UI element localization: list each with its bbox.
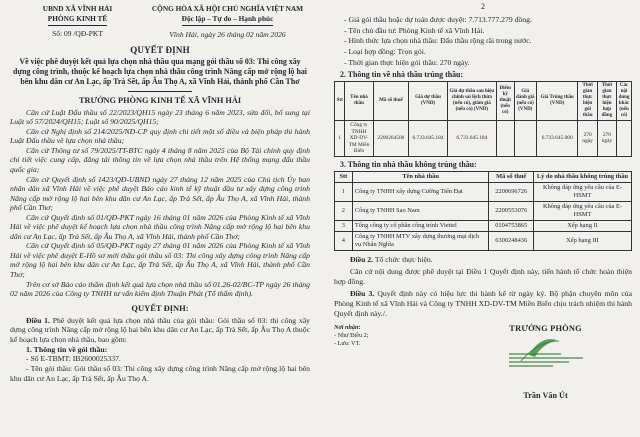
place-date-line: Vĩnh Hải, ngày 26 tháng 02 năm 2026 — [169, 29, 286, 39]
column-header: Stt — [335, 82, 345, 121]
recital-paragraph: Căn cứ Quyết định số 05/QĐ-PKT ngày 27 tháng 01 năm 2026 của Phòng Kinh tế xã Vĩnh Hải về việc phê duyệt E-Hồ sơ mời thầu gói thầu số 03: Thi công xây dựng công trình Nâng cấp mở rộng lộ hai bên khu dân cư An Lạc, ấp Trà Sết, ấp Âu Thọ A, xã Vĩnh Hải, thành phố Cần Thơ; — [10, 241, 310, 280]
table-cell — [514, 121, 536, 156]
page-number: 2 — [481, 2, 485, 11]
title-divider — [128, 91, 192, 92]
column-header: Mã số thuế — [373, 82, 409, 121]
winner-table — [334, 81, 632, 156]
table-cell: 270 ngày — [597, 121, 616, 156]
table-row — [335, 231, 632, 250]
section-2-heading: 2. Thông tin về nhà thầu trúng thầu: — [340, 70, 464, 80]
table-cell: 270 ngày — [578, 121, 597, 156]
column-header: Mã số thuế — [489, 171, 534, 182]
article-3-label: Điều 3. — [350, 288, 375, 298]
column-header: Giá Trúng thầu (VND) — [536, 82, 578, 121]
digital-signature-swoosh-icon — [491, 339, 601, 373]
recital-paragraph: Căn cứ Nghị định số 214/2025/NĐ-CP quy định chi tiết một số điều và biện pháp thi hành Luật Đấu thầu về lựa chọn nhà thầu; — [10, 126, 310, 146]
table-cell-bidder-name: Tổng công ty cổ phần công trình Viettel — [352, 220, 489, 231]
national-title: CỘNG HÒA XÃ HỘI CHỦ NGHĨA VIỆT NAM — [151, 4, 304, 13]
column-header: Tên nhà thầu — [345, 82, 373, 121]
bullet-investor: - Tên chủ đầu tư: Phòng Kinh tế xã Vĩnh Hải. — [344, 25, 485, 35]
table-cell: Không đáp ứng yêu cầu của E-HSMT — [533, 201, 631, 220]
article-2-body: Căn cứ nội dung được phê duyệt tại Điều 1 Quyết định này, tiến hành tổ chức hoàn thiện hợp đồng. — [334, 266, 632, 286]
table-cell-bidder-name: Công ty TNHH MTV xây dựng thương mại dịch vụ Nhân Nghĩa — [352, 231, 489, 250]
table-cell: 2200553076 — [489, 201, 534, 220]
article-3-text: Quyết định này có hiệu lực thi hành kể từ ngày ký. Bộ phận chuyên môn của Phòng Kinh tế xã Vĩnh Hải và Công ty TNHH XD-DV-TM Miền Biển chịu trách nhiệm thi hành Quyết định này./. — [334, 288, 632, 318]
table-row — [335, 182, 632, 201]
table-row — [335, 220, 632, 231]
column-header: Thời gian thực hiện gói thầu — [578, 82, 597, 121]
column-header: Thời gian thực hiện hợp đồng — [597, 82, 616, 121]
recipients-label: Nơi nhận: — [334, 323, 361, 331]
winner-table-row — [335, 121, 632, 156]
table-cell: Xếp hạng III — [533, 231, 631, 250]
article-2-paragraph — [334, 255, 632, 265]
bullet-selection-method: - Hình thức lựa chọn nhà thầu: Đấu thầu rộng rãi trong nước. — [344, 36, 532, 46]
winner-table-header-row — [335, 82, 632, 121]
recital-paragraph: Căn cứ Luật Đấu thầu số 22/2023/QH15 ngày 23 tháng 6 năm 2023, sửa đổi, bổ sung tại Luật số 57/2024/QH15; Luật số 90/2025/QH15; — [10, 107, 310, 127]
table-row — [335, 201, 632, 220]
table-cell: 4 — [335, 231, 353, 250]
non-winner-table — [334, 171, 632, 251]
signature-block — [459, 324, 632, 400]
issuer-department: PHÒNG KINH TẾ — [10, 14, 145, 26]
section-3-heading: 3. Thông tin nhà thầu không trúng thầu: — [340, 159, 477, 169]
digital-signature-stamp — [491, 339, 601, 373]
table-cell: 2 — [335, 201, 353, 220]
document-subtitle: Về việc phê duyệt kết quả lựa chọn nhà thầu qua mạng gói thầu số 03: Thi công xây dựng công trình, thuộc kế hoạch lựa chọn nhà thầu công trình Nâng cấp mở rộng lộ hai bên khu dân cư An Lạc, ấp Trà Sết, ấp Âu Thọ A, xã Vĩnh Hải, thành phố Cần Thơ — [12, 56, 307, 87]
bullet-package-name: - Tên gói thầu: Gói thầu số 03: Thi công xây dựng công trình Nâng cấp mở rộng lộ hai bên khu dân cư An Lạc, ấp Trà Sết, ấp Âu Thọ A. — [10, 364, 310, 384]
table-cell: 6.733.645.000 — [536, 121, 578, 156]
document-footer — [334, 324, 632, 400]
table-cell: 1 — [335, 182, 353, 201]
recipient-item: - Lưu: VT. — [334, 340, 361, 348]
recital-paragraph: Căn cứ Thông tư số 79/2025/TT-BTC ngày 4 tháng 8 năm 2025 của Bộ Tài chính quy định chi tiết việc cung cấp, đăng tải thông tin về lựa chọn nhà thầu trên Hệ thống mạng đấu thầu quốc gia; — [10, 145, 310, 175]
column-header: Tên nhà thầu — [352, 171, 489, 182]
table-cell — [496, 121, 514, 156]
column-header: Lý do nhà thầu không trúng thầu — [533, 171, 631, 182]
recital-paragraph: Căn cứ Quyết định số 1423/QĐ-UBND ngày 27 tháng 12 năm 2025 của Chủ tịch Ủy ban nhân dân xã Vĩnh Hải về việc phê duyệt Báo cáo kinh tế kỹ thuật đầu tư xây dựng công trình Nâng cấp mở rộng lộ hai bên khu dân cư An Lạc, ấp Trà Sết, ấp Âu Thọ A, xã Vĩnh Hải, thành phố Cần Thơ; — [10, 174, 310, 213]
recipients-block — [334, 324, 459, 400]
table-cell: 1 — [335, 121, 345, 156]
table-cell: 2200696726 — [489, 182, 534, 201]
authority-heading: TRƯỞNG PHÒNG KINH TẾ XÃ VĨNH HẢI — [78, 95, 242, 105]
bullet-contract-type: - Loại hợp đồng: Trọn gói. — [344, 46, 426, 56]
column-header: Các nội dung khác (nếu có) — [617, 82, 632, 121]
issuer-block — [10, 4, 145, 40]
table-cell-bidder-name: Công ty TNHH xây dựng Cường Tiến Đạt — [352, 182, 489, 201]
table-cell-bidder-name: Công ty TNHH Sao Nam — [352, 201, 489, 220]
table-cell: 0104753865 — [489, 220, 534, 231]
section-1-heading: 1. Thông tin về gói thầu: — [26, 345, 108, 355]
table-cell: 2200264500 — [373, 121, 409, 156]
column-header: Giá đánh giá (nếu có) (VND) — [514, 82, 536, 121]
signer-title: TRƯỞNG PHÒNG — [509, 323, 582, 333]
table-cell: Không đáp ứng yêu cầu của E-HSMT — [533, 182, 631, 201]
national-motto: Độc lập – Tự do – Hạnh phúc — [145, 14, 310, 26]
table-cell: 3 — [335, 220, 353, 231]
recital-paragraph: Căn cứ Quyết định số 01/QĐ-PKT ngày 16 tháng 01 năm 2026 của Phòng Kinh tế xã Vĩnh Hải về việc phê duyệt kế hoạch lựa chọn nhà thầu công trình Nâng cấp mở rộng lộ hai bên khu dân cư An Lạc, ấp Trà Sết, ấp Âu Thọ A, xã Vĩnh Hải, thành phố Cần Thơ; — [10, 212, 310, 241]
column-header: Giá dự thầu (VND) — [409, 82, 448, 121]
table-cell — [617, 121, 632, 156]
table-cell: 6.733.645.184 — [447, 121, 496, 156]
column-header: Stt — [335, 171, 353, 182]
decision-heading: QUYẾT ĐỊNH: — [131, 302, 189, 313]
table-cell-winner-name: Công ty TNHH XD-DV-TM Miền Biển — [345, 121, 373, 156]
document-title: QUYẾT ĐỊNH — [130, 44, 190, 55]
recital-paragraph: Trên cơ sở Báo cáo thẩm định kết quả lựa chọn nhà thầu số 01.26-02/BC-TP ngày 26 tháng 02 năm 2026 của Công ty TNHH tư vấn kiểm định Thuận Phát (Tổ thẩm định). — [10, 279, 310, 299]
bullet-etbmt: - Số E-TBMT: IB2600025337. — [26, 354, 121, 364]
table-cell: Xếp hạng II — [533, 220, 631, 231]
recipient-item: - Như Điều 2; — [334, 331, 369, 339]
signer-name: Trần Văn Út — [523, 390, 568, 400]
article-1-paragraph — [10, 316, 310, 345]
bullet-duration: - Thời gian thực hiện gói thầu: 270 ngày. — [344, 57, 470, 67]
document-header — [10, 4, 310, 40]
national-header-block — [145, 4, 310, 40]
article-2-label: Điều 2. — [350, 254, 374, 264]
article-3-paragraph — [334, 289, 632, 319]
column-header: Giá dự thầu sau hiệu chỉnh sai lệch thừa (nếu có), giảm giá (nếu có) (VND) — [447, 82, 496, 121]
article-1-text: Phê duyệt kết quả lựa chọn nhà thầu của gói thầu: Gói thầu số 03: thi công xây dựng công trình Nâng cấp mở rộng lộ hai bên khu dân cư An Lạc, ấp Trà Sết, ấp Âu Thọ A thuộc kế hoạch lựa chọn nhà thầu, bao gồm: — [10, 315, 311, 344]
issuer-parent: UBND XÃ VĨNH HẢI — [42, 4, 113, 13]
article-2-text: Tổ chức thực hiện. — [373, 254, 433, 264]
document-number: Số: 09 /QĐ-PKT — [52, 28, 103, 38]
bullet-package-price: - Giá gói thầu hoặc dự toán được duyệt: 7.713.777.279 đồng. — [344, 15, 532, 24]
article-1-label: Điều 1. — [26, 315, 50, 325]
table-cell: 6.733.645.184 — [409, 121, 448, 156]
document-page-2 — [320, 0, 640, 437]
column-header: Điểm kỹ thuật (nếu có) — [496, 82, 514, 121]
non-winner-header-row — [335, 171, 632, 182]
table-cell: 6300248436 — [489, 231, 534, 250]
